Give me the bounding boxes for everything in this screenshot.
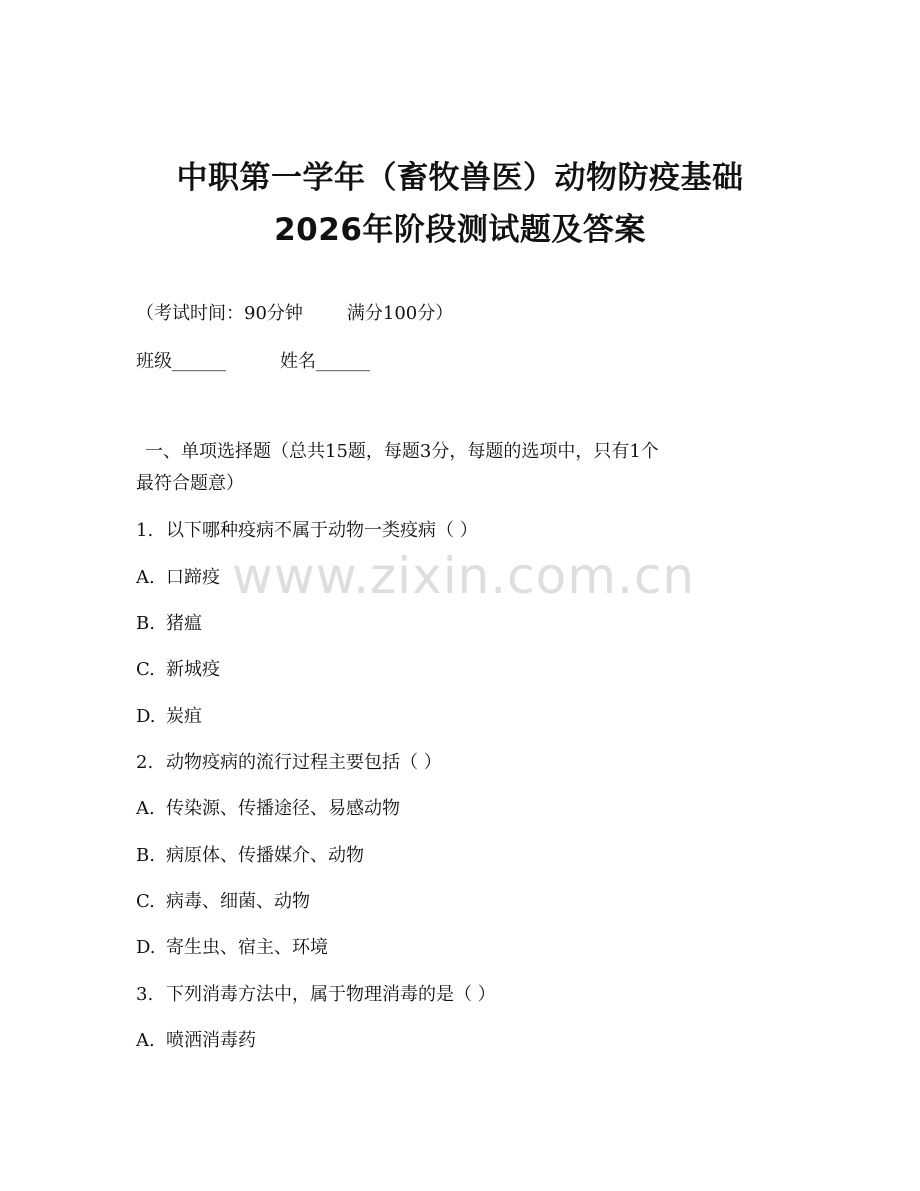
option-text: 口蹄疫	[166, 567, 220, 588]
option-text: 炭疽	[166, 706, 202, 727]
option-text: 寄生虫、宿主、环境	[166, 937, 328, 958]
question-text: 动物疫病的流行过程主要包括（ ）	[166, 752, 442, 773]
question-2-option-c	[136, 889, 310, 915]
section-heading-line-1: 一、单项选择题（总共15题，每题3分，每题的选项中，只有1个	[145, 441, 659, 462]
question-1-option-b	[136, 611, 202, 637]
question-1-option-d	[136, 704, 202, 730]
question-1-option-a	[136, 565, 220, 591]
option-letter: D.	[136, 937, 156, 958]
option-text: 新城疫	[166, 659, 220, 680]
option-text: 猪瘟	[166, 613, 202, 634]
exam-info	[136, 301, 453, 327]
name-field-label: 姓名______	[280, 351, 370, 372]
option-letter: C.	[136, 659, 155, 680]
option-letter: C.	[136, 891, 155, 912]
section-heading-line-2: 最符合题意）	[136, 473, 244, 494]
option-letter: A.	[136, 798, 155, 819]
option-letter: B.	[136, 613, 155, 634]
question-2-option-b	[136, 843, 364, 869]
document-title-line-2: 2026年阶段测试题及答案	[274, 212, 646, 248]
option-text: 病原体、传播媒介、动物	[166, 845, 364, 866]
exam-time: （考试时间：90分钟	[136, 303, 303, 324]
exam-score: 满分100分）	[346, 303, 454, 324]
class-field-label: 班级______	[136, 351, 226, 372]
question-text: 以下哪种疫病不属于动物一类疫病（ ）	[166, 520, 478, 541]
student-fields	[136, 349, 370, 375]
question-text: 下列消毒方法中，属于物理消毒的是（ ）	[166, 984, 496, 1005]
question-1	[136, 518, 478, 544]
document-title-line-1: 中职第一学年（畜牧兽医）动物防疫基础	[176, 160, 744, 196]
question-number: 3.	[136, 984, 154, 1005]
question-number: 2.	[136, 752, 154, 773]
question-3	[136, 982, 496, 1008]
question-2-option-d	[136, 935, 328, 961]
question-2	[136, 750, 442, 776]
question-3-option-a	[136, 1028, 256, 1054]
option-text: 喷洒消毒药	[166, 1030, 256, 1051]
option-letter: B.	[136, 845, 155, 866]
option-text: 病毒、细菌、动物	[166, 891, 310, 912]
question-number: 1.	[136, 520, 154, 541]
question-2-option-a	[136, 796, 400, 822]
option-letter: A.	[136, 1030, 155, 1051]
option-letter: A.	[136, 567, 155, 588]
option-text: 传染源、传播途径、易感动物	[166, 798, 400, 819]
question-1-option-c	[136, 657, 220, 683]
site-watermark: www.zixin.com.cn	[232, 547, 696, 605]
option-letter: D.	[136, 706, 156, 727]
